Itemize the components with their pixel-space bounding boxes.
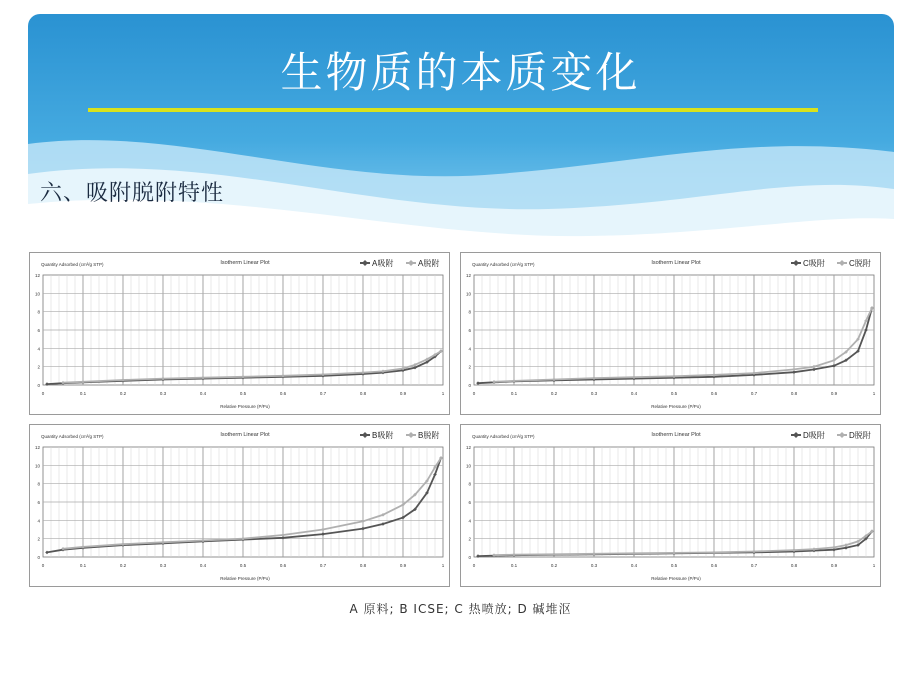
x-tick-label: 0.3 — [159, 391, 167, 396]
y-axis-label: Quantity Adsorbed (cm³/g STP) — [41, 262, 104, 267]
legend-marker-icon — [793, 432, 799, 438]
x-tick-label: 0.4 — [630, 391, 638, 396]
y-tick-label: 12 — [465, 273, 471, 278]
x-tick-label: 0 — [472, 391, 476, 396]
x-tick-label: 0.4 — [199, 563, 207, 568]
chart-title: Isotherm Linear Plot — [220, 260, 270, 266]
y-tick-label: 10 — [34, 291, 40, 297]
chart-panel-a — [29, 252, 450, 415]
y-tick-label: 6 — [468, 500, 471, 505]
x-tick-label: 0.9 — [399, 391, 407, 396]
x-tick-label: 0.2 — [550, 391, 558, 396]
x-tick-label: 0.5 — [670, 563, 678, 568]
x-axis-label: Relative Pressure (P/Po) — [220, 576, 270, 581]
legend-marker-icon — [839, 432, 845, 438]
x-tick-label: 0.8 — [359, 391, 367, 396]
y-tick-label: 10 — [465, 463, 471, 469]
chart-panel-d — [460, 424, 881, 587]
y-tick-label: 10 — [34, 463, 40, 469]
figure-caption: A 原料; B ICSE; C 热喷放; D 碱堆沤 — [349, 602, 572, 616]
x-tick-label: 0.5 — [670, 391, 678, 396]
x-tick-label: 0.3 — [159, 563, 167, 568]
y-tick-label: 0 — [37, 383, 40, 388]
isotherm-chart — [461, 425, 880, 586]
legend-label: A脱附 — [418, 259, 440, 268]
y-tick-label: 6 — [37, 500, 40, 505]
section-heading: 六、吸附脱附特性 — [40, 181, 225, 206]
x-tick-label: 0.6 — [279, 391, 287, 396]
y-tick-label: 4 — [37, 346, 40, 352]
x-tick-label: 0.1 — [510, 391, 518, 396]
x-tick-label: 0.3 — [590, 391, 598, 396]
x-tick-label: 0.9 — [399, 563, 407, 568]
legend-label: C脱附 — [849, 259, 871, 268]
x-tick-label: 0.8 — [790, 391, 798, 396]
x-tick-label: 0.1 — [79, 563, 87, 568]
x-tick-label: 0.8 — [359, 563, 367, 568]
legend-label: C吸附 — [803, 259, 825, 268]
x-axis-label: Relative Pressure (P/Po) — [651, 404, 701, 409]
y-tick-label: 0 — [37, 555, 40, 560]
y-tick-label: 12 — [34, 445, 40, 450]
x-axis-label: Relative Pressure (P/Po) — [651, 576, 701, 581]
chart-title: Isotherm Linear Plot — [220, 432, 270, 438]
legend-marker-icon — [362, 432, 368, 438]
isotherm-chart — [461, 253, 880, 414]
isotherm-chart — [30, 253, 449, 414]
legend-label: D吸附 — [803, 431, 825, 440]
slide-title: 生物质的本质变化 — [280, 48, 641, 97]
legend-marker-icon — [408, 432, 414, 438]
chart-title: Isotherm Linear Plot — [651, 260, 701, 266]
y-tick-label: 2 — [468, 536, 471, 542]
x-tick-label: 0.1 — [79, 391, 87, 396]
x-tick-label: 0.7 — [319, 391, 327, 396]
x-tick-label: 0.6 — [710, 391, 718, 396]
x-tick-label: 0.4 — [630, 563, 638, 568]
x-tick-label: 0 — [472, 563, 476, 568]
chart-legend — [360, 430, 439, 440]
legend-label: A吸附 — [372, 259, 394, 268]
x-tick-label: 1 — [441, 391, 445, 396]
x-tick-label: 0.7 — [319, 563, 327, 568]
legend-label: B吸附 — [372, 431, 394, 440]
y-tick-label: 0 — [468, 555, 471, 560]
y-tick-label: 10 — [465, 291, 471, 297]
x-tick-label: 0.4 — [199, 391, 207, 396]
y-tick-label: 12 — [34, 273, 40, 278]
chart-legend — [360, 258, 439, 268]
x-tick-label: 0.8 — [790, 563, 798, 568]
y-tick-label: 8 — [37, 481, 40, 487]
y-tick-label: 8 — [468, 481, 471, 487]
y-tick-label: 0 — [468, 383, 471, 388]
y-tick-label: 8 — [468, 309, 471, 315]
chart-title: Isotherm Linear Plot — [651, 432, 701, 438]
x-tick-label: 0.7 — [750, 391, 758, 396]
legend-label: B脱附 — [418, 431, 440, 440]
y-tick-label: 4 — [468, 518, 471, 524]
x-tick-label: 1 — [441, 563, 445, 568]
y-tick-label: 2 — [37, 364, 40, 370]
y-tick-label: 8 — [37, 309, 40, 315]
y-tick-label: 4 — [37, 518, 40, 524]
x-tick-label: 0.7 — [750, 563, 758, 568]
legend-marker-icon — [408, 260, 414, 266]
chart-panel-c — [460, 252, 881, 415]
x-tick-label: 0.6 — [279, 563, 287, 568]
legend-marker-icon — [839, 260, 845, 266]
y-axis-label: Quantity Adsorbed (cm³/g STP) — [472, 262, 535, 267]
x-tick-label: 0.3 — [590, 563, 598, 568]
x-tick-label: 0.9 — [830, 563, 838, 568]
x-tick-label: 1 — [872, 563, 876, 568]
x-tick-label: 0.2 — [119, 391, 127, 396]
x-tick-label: 0.2 — [119, 563, 127, 568]
x-tick-label: 0.5 — [239, 391, 247, 396]
isotherm-chart — [30, 425, 449, 586]
x-tick-label: 0 — [41, 391, 45, 396]
y-axis-label: Quantity Adsorbed (cm³/g STP) — [472, 434, 535, 439]
x-tick-label: 0.6 — [710, 563, 718, 568]
chart-panel-b — [29, 424, 450, 587]
y-tick-label: 4 — [468, 346, 471, 352]
y-tick-label: 2 — [468, 364, 471, 370]
y-tick-label: 12 — [465, 445, 471, 450]
x-axis-label: Relative Pressure (P/Po) — [220, 404, 270, 409]
x-tick-label: 0.1 — [510, 563, 518, 568]
x-tick-label: 0.9 — [830, 391, 838, 396]
y-axis-label: Quantity Adsorbed (cm³/g STP) — [41, 434, 104, 439]
legend-marker-icon — [362, 260, 368, 266]
y-tick-label: 2 — [37, 536, 40, 542]
chart-legend — [791, 258, 871, 268]
y-tick-label: 6 — [37, 328, 40, 333]
x-tick-label: 0.2 — [550, 563, 558, 568]
x-tick-label: 0 — [41, 563, 45, 568]
x-tick-label: 1 — [872, 391, 876, 396]
legend-label: D脱附 — [849, 431, 871, 440]
title-underline — [88, 108, 818, 112]
x-tick-label: 0.5 — [239, 563, 247, 568]
chart-legend — [791, 430, 871, 440]
legend-marker-icon — [793, 260, 799, 266]
y-tick-label: 6 — [468, 328, 471, 333]
